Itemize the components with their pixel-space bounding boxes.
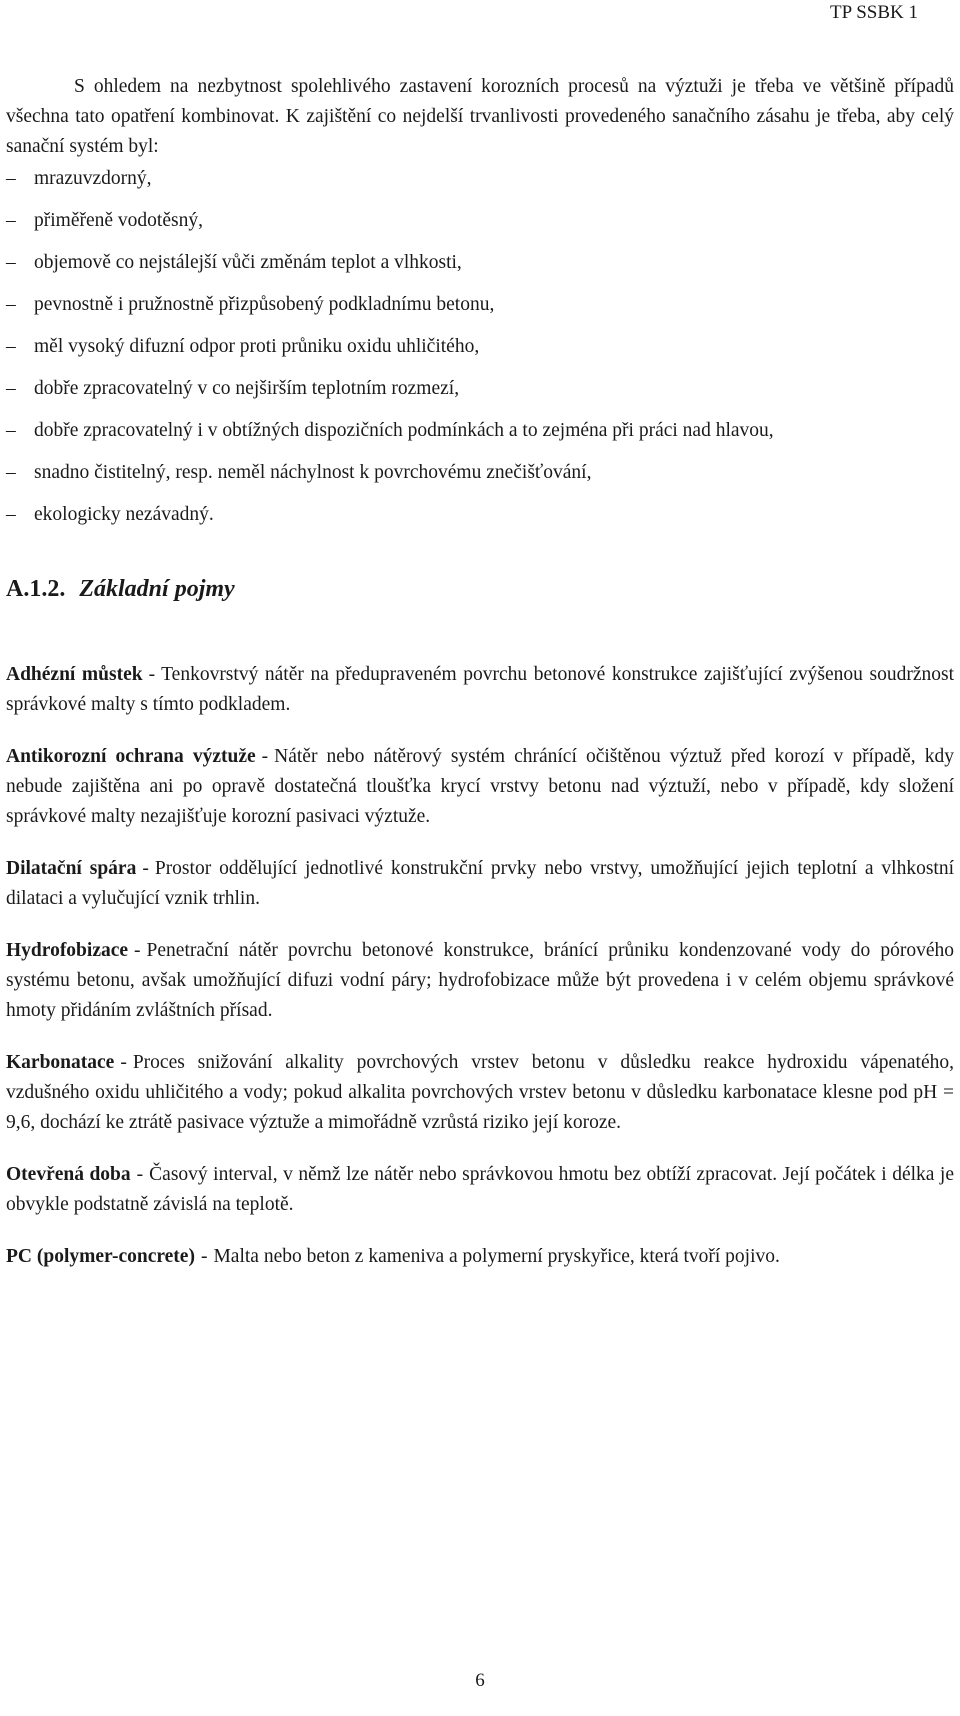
dash-bullet: –: [6, 294, 16, 315]
list-item: [6, 290, 954, 320]
definition-separator: -: [148, 664, 156, 685]
definition-item: [6, 1242, 954, 1272]
definition-item: [6, 936, 954, 1026]
definition-separator: -: [136, 1164, 144, 1185]
definition-text: Proces snižování alkality povrchových vrstev betonu v důsledku reakce hydroxidu vápenatého, vzdušného oxidu uhličitého a vody; pokud alkalita povrchových vrstev betonu v důsledku karbonatace klesne pod pH = 9,6, dochází ke ztrátě pasivace výztuže a mimořádně vzrůstá riziko její koroze.: [6, 1052, 954, 1133]
dash-bullet: –: [6, 378, 16, 399]
dash-bullet: –: [6, 252, 16, 273]
list-item-text: ekologicky nezávadný.: [34, 504, 214, 525]
definition-item: [6, 854, 954, 914]
list-item-text: mrazuvzdorný,: [34, 168, 152, 189]
definition-text: Prostor oddělující jednotlivé konstrukční prvky nebo vrstvy, umožňující jejich teplotní a vlhkostní dilataci a vylučující vznik trhlin.: [6, 858, 954, 909]
section-heading: [6, 574, 954, 604]
definition-text: Časový interval, v němž lze nátěr nebo správkovou hmotu bez obtíží zpracovat. Její počátek i délka je obvykle podstatně závislá na teplotě.: [6, 1164, 954, 1215]
definitions-list: [6, 660, 954, 1272]
definition-text: Tenkovrstvý nátěr na předupraveném povrchu betonové konstrukce zajišťující zvýšenou soudržnost správkové malty s tímto podkladem.: [6, 664, 954, 715]
definition-term: Karbonatace: [6, 1052, 115, 1073]
section-title: Základní pojmy: [79, 576, 235, 602]
section-number: A.1.2.: [6, 576, 66, 602]
list-item: [6, 416, 954, 446]
dash-bullet: –: [6, 462, 16, 483]
definition-item: [6, 660, 954, 720]
list-item-text: měl vysoký difuzní odpor proti průniku oxidu uhličitého,: [34, 336, 480, 357]
document-code: TP SSBK 1: [830, 2, 918, 23]
definition-separator: -: [134, 940, 141, 961]
definition-item: [6, 1048, 954, 1138]
definition-term: Antikorozní ochrana výztuže: [6, 746, 256, 767]
list-item: [6, 458, 954, 488]
definition-separator: -: [120, 1052, 127, 1073]
definition-term: PC (polymer-concrete): [6, 1246, 195, 1267]
list-item: [6, 332, 954, 362]
definition-item: [6, 742, 954, 832]
list-item: [6, 206, 954, 236]
intro-paragraph: S ohledem na nezbytnost spolehlivého zastavení korozních procesů na výztuži je třeba ve většině případů všechna tato opatření kombinovat. K zajištění co nejdelší trvanlivosti provedeného sanačního zásahu je třeba, aby celý sanační systém byl:: [6, 76, 954, 157]
definition-separator: -: [261, 746, 269, 767]
dash-bullet: –: [6, 210, 16, 231]
list-item-text: dobře zpracovatelný i v obtížných dispozičních podmínkách a to zejména při práci nad hlavou,: [34, 420, 774, 441]
dash-bullet: –: [6, 168, 16, 189]
list-item-text: pevnostně i pružnostně přizpůsobený podkladnímu betonu,: [34, 294, 495, 315]
list-item-text: dobře zpracovatelný v co nejširším teplotním rozmezí,: [34, 378, 460, 399]
list-item: [6, 164, 954, 194]
definition-text: Penetrační nátěr povrchu betonové konstrukce, bránící průniku kondenzované vody do pórového systému betonu, avšak umožňující difuzi vodní páry; hydrofobizace může být provedena i v celém objemu správkové hmoty přidáním zvláštních přísad.: [6, 940, 954, 1021]
definition-term: Adhézní můstek: [6, 664, 143, 685]
list-item: [6, 500, 954, 530]
definition-term: Dilatační spára: [6, 858, 137, 879]
list-item-text: přiměřeně vodotěsný,: [34, 210, 203, 231]
definition-item: [6, 1160, 954, 1220]
dash-bullet: –: [6, 336, 16, 357]
definition-text: Malta nebo beton z kameniva a polymerní pryskyřice, která tvoří pojivo.: [213, 1246, 780, 1267]
list-item-text: snadno čistitelný, resp. neměl náchylnost k povrchovému znečišťování,: [34, 462, 592, 483]
list-item: [6, 248, 954, 278]
dash-bullet: –: [6, 504, 16, 525]
definition-term: Otevřená doba: [6, 1164, 131, 1185]
dash-bullet: –: [6, 420, 16, 441]
definition-term: Hydrofobizace: [6, 940, 129, 961]
definition-separator: -: [142, 858, 149, 879]
definition-separator: -: [200, 1246, 208, 1267]
list-item-text: objemově co nejstálejší vůči změnám teplot a vlhkosti,: [34, 252, 462, 273]
page-number: 6: [475, 1670, 485, 1691]
page-body: [6, 72, 954, 1294]
criteria-list: [6, 164, 954, 530]
list-item: [6, 374, 954, 404]
definition-text: Nátěr nebo nátěrový systém chránící očištěnou výztuž před korozí v případě, kdy nebude zajištěna ani po opravě dostatečná tloušťka krycí vrstvy betonu nad výztuží, nebo v případě, kdy složení správkové malty nezajišťuje korozní pasivaci výztuže.: [6, 746, 954, 827]
